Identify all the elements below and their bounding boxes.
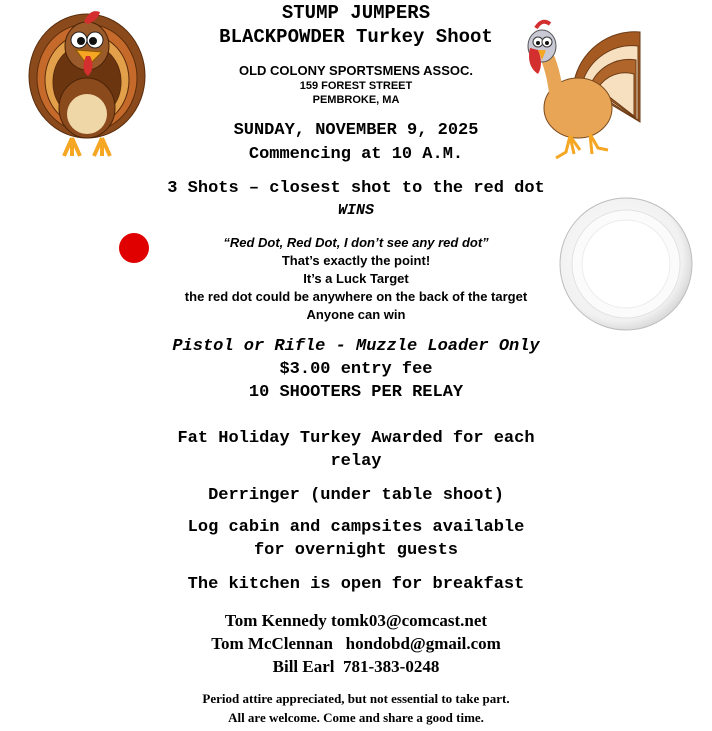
contact-mcclennan: Tom McClennan hondobd@gmail.com	[211, 634, 501, 653]
footer-line-1: Period attire appreciated, but not essential to take part.	[202, 691, 510, 706]
kitchen-line: The kitchen is open for breakfast	[187, 575, 525, 594]
prize-line-1: Fat Holiday Turkey Awarded for each	[177, 429, 535, 448]
title-line-1: STUMP JUMPERS	[281, 2, 431, 24]
club-name: OLD COLONY SPORTSMENS ASSOC.	[238, 63, 474, 78]
footer-line-2: All are welcome. Come and share a good time.	[228, 710, 484, 725]
anyone-line: Anyone can win	[306, 307, 406, 322]
shots-rule: 3 Shots – closest shot to the red dot	[167, 179, 545, 198]
cabin-line-1: Log cabin and campsites available	[187, 518, 525, 537]
wins-label: WINS	[337, 202, 374, 219]
club-city: PEMBROKE, MA	[312, 94, 400, 106]
contact-kennedy: Tom Kennedy tomk03@comcast.net	[224, 611, 488, 630]
event-date: SUNDAY, NOVEMBER 9, 2025	[233, 121, 479, 140]
guns-line: Pistol or Rifle - Muzzle Loader Only	[172, 337, 540, 356]
club-street: 159 FOREST STREET	[299, 80, 413, 92]
prize-line-2: relay	[330, 452, 382, 471]
red-dot-quote: “Red Dot, Red Dot, I don’t see any red dot”	[223, 235, 489, 250]
shooters-per-relay: 10 SHOOTERS PER RELAY	[248, 383, 464, 402]
derringer-line: Derringer (under table shoot)	[208, 486, 504, 505]
luck-target-line: It’s a Luck Target	[303, 271, 409, 286]
cabin-line-2: for overnight guests	[253, 541, 459, 560]
anywhere-line: the red dot could be anywhere on the back of the target	[184, 289, 528, 304]
title-line-2: BLACKPOWDER Turkey Shoot	[219, 26, 493, 48]
event-start: Commencing at 10 A.M.	[248, 145, 464, 164]
point-line: That’s exactly the point!	[281, 253, 431, 268]
entry-fee: $3.00 entry fee	[279, 360, 433, 379]
contact-earl: Bill Earl 781-383-0248	[272, 657, 440, 676]
